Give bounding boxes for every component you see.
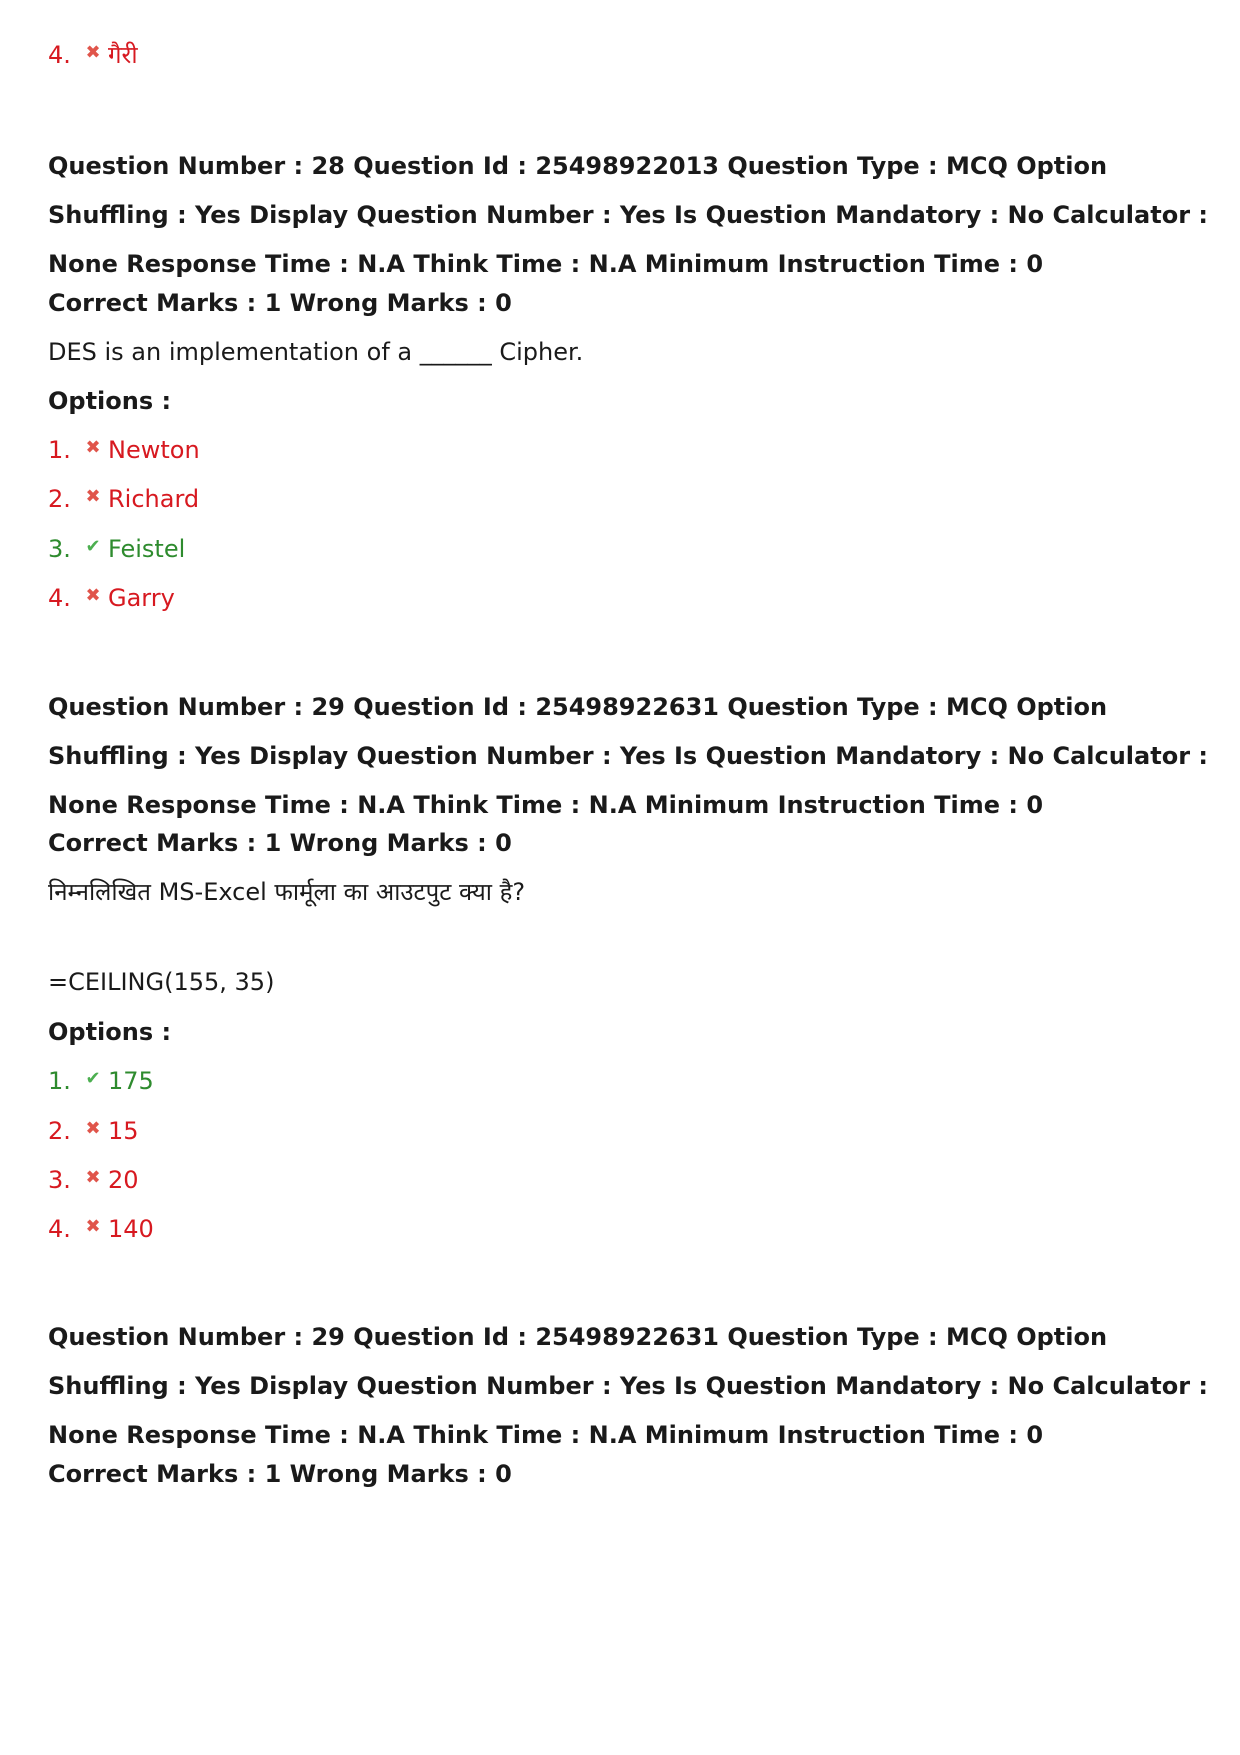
question-marks: Correct Marks : 1 Wrong Marks : 0 [48, 829, 512, 857]
option-item [48, 1116, 139, 1149]
option-text: Feistel [108, 535, 186, 563]
option-number: 3. [48, 1166, 71, 1194]
option-number: 1. [48, 1067, 71, 1095]
correct-check-icon: ✔ [85, 1068, 101, 1089]
wrong-cross-icon: ✖ [85, 585, 101, 606]
option-text: Richard [108, 485, 200, 513]
option-item [48, 534, 185, 567]
question-metadata: Question Number : 29 Question Id : 25498922631 Question Type : MCQ Option Shuffling : Yes Display Question Number : Yes Is Question Mandatory : No Calculator : None Response Time : N.A Think Time : N.A Minimum Instruction Time : 0 [48, 693, 1208, 819]
option-number: 1. [48, 436, 71, 464]
question-marks: Correct Marks : 1 Wrong Marks : 0 [48, 289, 512, 317]
option-number: 4. [48, 1215, 71, 1243]
question-formula: =CEILING(155, 35) [48, 968, 275, 996]
option-item [48, 1066, 154, 1099]
option-number: 2. [48, 485, 71, 513]
option-number: 4. [48, 584, 71, 612]
option-text: Garry [108, 584, 175, 612]
question-text: DES is an implementation of a ______ Cipher. [48, 338, 584, 366]
option-text: 15 [108, 1117, 139, 1145]
wrong-cross-icon: ✖ [85, 1167, 101, 1188]
option-number: 4. [48, 41, 71, 69]
question-metadata: Question Number : 29 Question Id : 25498922631 Question Type : MCQ Option Shuffling : Yes Display Question Number : Yes Is Question Mandatory : No Calculator : None Response Time : N.A Think Time : N.A Minimum Instruction Time : 0 [48, 1323, 1208, 1449]
wrong-cross-icon: ✖ [85, 42, 101, 63]
option-item [48, 484, 199, 517]
wrong-cross-icon: ✖ [85, 486, 101, 507]
question-text: निम्नलिखित MS-Excel फार्मूला का आउटपुट क्या है? [48, 878, 526, 906]
question-marks: Correct Marks : 1 Wrong Marks : 0 [48, 1460, 512, 1488]
correct-check-icon: ✔ [85, 536, 101, 557]
wrong-cross-icon: ✖ [85, 1216, 101, 1237]
option-text: गैरी [108, 41, 138, 69]
option-text: 140 [108, 1215, 154, 1243]
option-number: 3. [48, 535, 71, 563]
options-label: Options : [48, 387, 172, 415]
option-item [48, 1165, 139, 1198]
options-label: Options : [48, 1018, 172, 1046]
option-item [48, 583, 175, 616]
option-text: 175 [108, 1067, 154, 1095]
wrong-cross-icon: ✖ [85, 437, 101, 458]
question-metadata: Question Number : 28 Question Id : 25498922013 Question Type : MCQ Option Shuffling : Yes Display Question Number : Yes Is Question Mandatory : No Calculator : None Response Time : N.A Think Time : N.A Minimum Instruction Time : 0 [48, 152, 1208, 278]
option-number: 2. [48, 1117, 71, 1145]
option-text: Newton [108, 436, 200, 464]
option-item [48, 40, 138, 73]
option-text: 20 [108, 1166, 139, 1194]
wrong-cross-icon: ✖ [85, 1118, 101, 1139]
option-item [48, 435, 200, 468]
option-item [48, 1214, 154, 1247]
